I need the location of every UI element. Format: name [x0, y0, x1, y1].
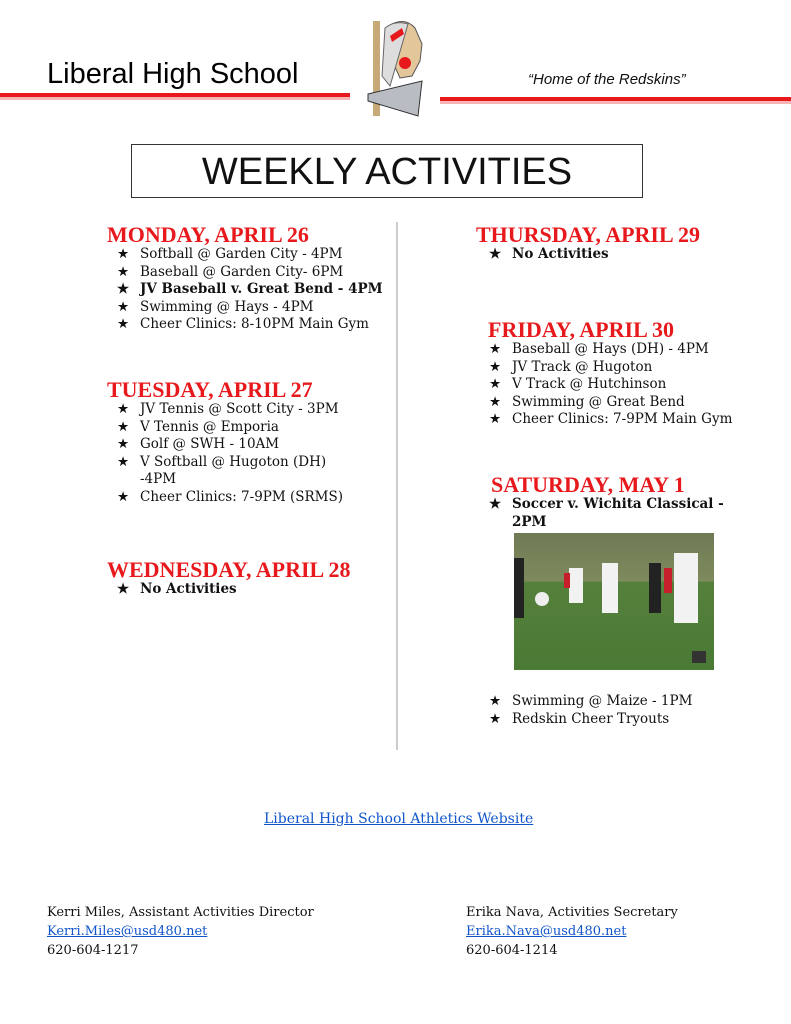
- contact-miles: [47, 903, 314, 960]
- star-icon: ★: [489, 693, 502, 709]
- list-item: ★ Swimming @ Hays - 4PM: [117, 298, 314, 315]
- star-icon: ★: [489, 710, 502, 727]
- list-item: ★ Softball @ Garden City - 4PM: [117, 246, 343, 262]
- star-icon: ★: [489, 393, 502, 410]
- star-icon: ★: [489, 376, 502, 392]
- contact-email-link[interactable]: Kerri.Miles@usd480.net: [47, 924, 208, 939]
- header-rule-right: [440, 97, 791, 101]
- header-rule-left: [0, 93, 350, 97]
- star-icon: ★: [117, 453, 130, 470]
- contact-phone: 620-604-1217: [47, 943, 139, 958]
- athletics-website-link[interactable]: Liberal High School Athletics Website: [264, 811, 534, 827]
- star-icon: ★: [117, 418, 130, 435]
- school-motto: “Home of the Redskins”: [528, 71, 686, 88]
- day-heading-friday: FRIDAY, APRIL 30: [488, 317, 675, 342]
- contact-email-link[interactable]: Erika.Nava@usd480.net: [466, 924, 627, 939]
- saturday-list-more: [489, 693, 692, 728]
- soccer-photo: [514, 533, 714, 670]
- star-icon: ★: [489, 496, 502, 512]
- list-item: ★ No Activities: [117, 581, 237, 597]
- contact-nava: [466, 903, 678, 960]
- tuesday-list: [117, 401, 357, 506]
- list-item: ★ JV Tennis @ Scott City - 3PM: [117, 401, 339, 417]
- list-item: ★ Golf @ SWH - 10AM: [117, 436, 280, 452]
- list-item: ★ Cheer Clinics: 8-10PM Main Gym: [117, 316, 369, 332]
- list-item: ★ No Activities: [489, 246, 609, 262]
- school-name: Liberal High School: [47, 58, 299, 90]
- day-heading-thursday: THURSDAY, APRIL 29: [476, 222, 700, 247]
- saturday-list: [489, 496, 729, 531]
- monday-list: [117, 246, 383, 334]
- thursday-list: [489, 246, 609, 264]
- day-heading-tuesday: TUESDAY, APRIL 27: [107, 377, 313, 402]
- soccer-players-image: [514, 533, 714, 670]
- star-icon: ★: [489, 358, 502, 375]
- list-item: ★ JV Track @ Hugoton: [489, 358, 653, 375]
- list-item: ★ Soccer v. Wichita Classical - 2PM: [489, 496, 724, 530]
- star-icon: ★: [117, 281, 130, 297]
- star-icon: ★: [489, 341, 502, 357]
- list-item: ★ Swimming @ Maize - 1PM: [489, 693, 693, 709]
- day-heading-saturday: SATURDAY, MAY 1: [491, 472, 685, 497]
- list-item: ★ Baseball @ Hays (DH) - 4PM: [489, 341, 709, 357]
- star-icon: ★: [117, 246, 130, 262]
- list-item: ★ Baseball @ Garden City- 6PM: [117, 263, 344, 280]
- star-icon: ★: [117, 401, 130, 417]
- list-item: ★ JV Baseball v. Great Bend - 4PM: [117, 281, 383, 297]
- list-item: ★ V Track @ Hutchinson: [489, 376, 667, 392]
- page-title: WEEKLY ACTIVITIES: [131, 144, 643, 198]
- column-divider: [396, 222, 398, 750]
- star-icon: ★: [117, 488, 130, 505]
- star-icon: ★: [489, 246, 502, 262]
- contact-name: Kerri Miles, Assistant Activities Director: [47, 905, 314, 920]
- school-logo: [360, 16, 435, 120]
- star-icon: ★: [117, 263, 130, 280]
- star-icon: ★: [117, 298, 130, 315]
- contact-name: Erika Nava, Activities Secretary: [466, 905, 678, 920]
- list-item: ★ Cheer Clinics: 7-9PM (SRMS): [117, 488, 344, 505]
- star-icon: ★: [117, 581, 130, 597]
- star-icon: ★: [489, 411, 502, 427]
- list-item: ★ Cheer Clinics: 7-9PM Main Gym: [489, 411, 733, 427]
- star-icon: ★: [117, 316, 130, 332]
- day-heading-monday: MONDAY, APRIL 26: [107, 222, 309, 247]
- list-item: ★ V Tennis @ Emporia: [117, 418, 279, 435]
- friday-list: [489, 341, 732, 429]
- list-item: ★ Redskin Cheer Tryouts: [489, 710, 670, 727]
- day-heading-wednesday: WEDNESDAY, APRIL 28: [107, 557, 351, 582]
- wednesday-list: [117, 581, 237, 599]
- contact-phone: 620-604-1214: [466, 943, 558, 958]
- list-item: ★ V Softball @ Hugoton (DH) -4PM: [117, 453, 327, 487]
- star-icon: ★: [117, 436, 130, 452]
- list-item: ★ Swimming @ Great Bend: [489, 393, 685, 410]
